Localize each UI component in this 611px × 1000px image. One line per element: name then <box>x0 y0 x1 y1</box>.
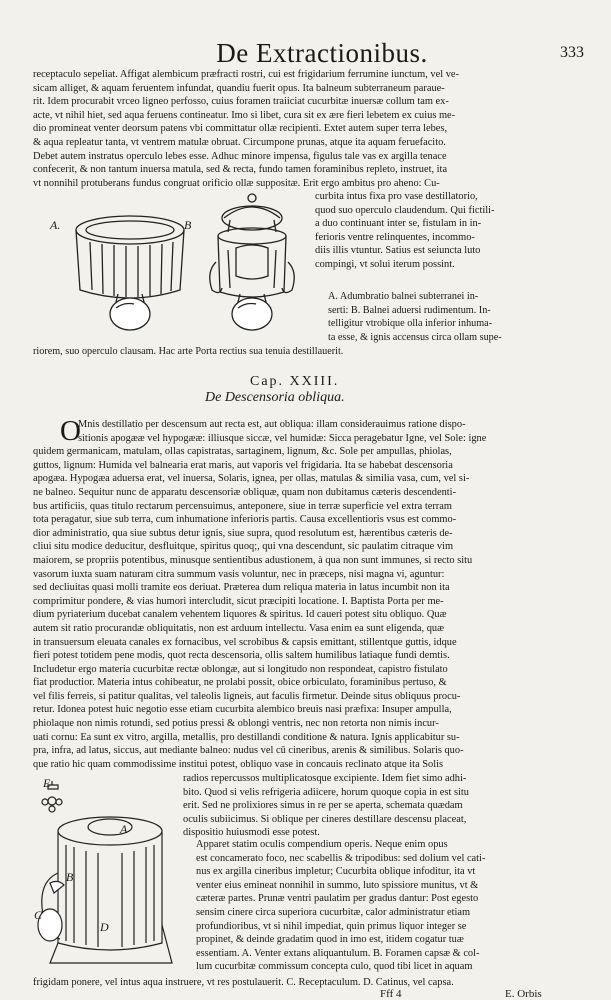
text-line: ferioris ventre relinquentes, incommo- <box>315 231 475 243</box>
text-line: cliui situ modice deducitur, desfluitque, spiritus quoq;, qui vna descendunt, sic paulatim citraque vim <box>33 541 454 553</box>
text-line: Apparet statim oculis compendium operis. Neque enim opus <box>196 839 448 850</box>
text-line: acte, vt nihil hiet, sed aqua feruens contineatur. Imo si libet, cura sit ex ære fieri lebetem ex cuius me- <box>33 109 456 121</box>
text-line: fiat productior. Materia intus cohibeatur, ne prolabi possit, obice orbiculato, foraminibus pertuso, & <box>33 677 447 689</box>
text-line: vasorum iuxta suam naturam citra summum vasis voluntur, nec in præceps, nisi magna vi, aguntur: <box>33 568 445 580</box>
text-line: dio promineat venter deorsum patens vbi committatur ollæ recipienti. Extet autem super terra lebes, <box>33 123 448 135</box>
text-line: est concamerato foco, nec scabellis & tripodibus: sed dolium vel cati- <box>196 852 486 864</box>
text-line: bus artificiis, quas titulo rectarum percensuimus, anteponere, siue in terræ superficie vel extra terram <box>33 500 452 512</box>
text-line: uati cornu: Ea sunt ex vitro, argilla, metallis, pro destillandi conditione & natura. Ignis applicabitur su- <box>33 731 460 743</box>
text-line: bito. Quod si velis refrigeria adiicere, horum quoque copia in est situ <box>183 786 469 798</box>
figure-label-d2: D <box>100 920 109 934</box>
text-line: receptaculo sepeliat. Affigat alembicum præfracti rostri, cui est frigidarium ferrumine iunctum, vel ve- <box>33 69 459 80</box>
caption-line: riorem, suo operculo clausam. Hac arte Porta rectius sua tenuia destillauerit. <box>33 346 344 357</box>
text-line: in transuersum eleuata canales ex fornacibus, vel scrobibus & capsis emittant, stillentque guttis, idque <box>33 636 457 648</box>
text-line: rit. Idem procurabit vrceo ligneo perfosso, cuius foramen traiiciat cucurbitæ inuersæ collum tam ex- <box>33 96 449 108</box>
text-line: maiorem, se propriis potentibus, minusque sentientibus adustionem, à qua non sunt immunes, si recto situ <box>33 554 473 566</box>
figure-label-e: E <box>43 776 51 790</box>
text-line: sensim cinere circa superiora cucurbitæ, calor administratur etiam <box>196 906 471 918</box>
text-line: tota peragatur, siue sub terra, cum inhumatione inferioris partis. Causa excellentioris vsus est commo- <box>33 514 457 526</box>
text-line: sed decliuitas quasi molli tramite eos deriuat. Præterea dum reliqua materia in latus incumbit non ita <box>33 582 450 594</box>
text-line: comprimitur pondere, & vias humori intercludit, sicut præcipiti locatione. I. Baptista Porta per me- <box>33 595 444 607</box>
text-line: & aqua repleatur tanta, vt ventrem matulæ obruat. Circumpone prunas, atque ita aquam feruefacito. <box>33 136 446 148</box>
figure-label-b: B <box>184 218 192 232</box>
text-line: oculis subiicimus. Si oblique per cineres destillare descensu placeat, <box>183 813 467 825</box>
text-line: venter eius emineat nonnihil in summo, luto spissiore munitus, vt & <box>196 879 479 891</box>
chapter-subtitle: De Descensoria obliqua. <box>205 390 345 405</box>
caption-line: telligitur vtrobique olla inferior inhuma- <box>328 318 493 330</box>
drop-cap: O <box>60 415 81 447</box>
text-line: fieri potest totidem pene modis, quot recta descensoria, ollis saltem humilibus latiaque fundi demtis. <box>33 650 450 662</box>
text-line: retur. Idonea potest huic negotio esse etiam cucurbita alembico breuis nasi præfixa: Insuper ampulla, <box>33 704 452 716</box>
signature-mark: Fff 4 <box>380 988 402 1000</box>
text-line: a duo continuant inter se, fistulam in in- <box>315 218 482 230</box>
catchword: E. Orbis <box>505 988 542 1000</box>
text-line: cæteræ partes. Prunæ ventri paulatim per gradus dantur: Post egesto <box>196 893 479 905</box>
text-line: lum cucurbitæ commissum concepta culo, quod tibi licet in aquam <box>196 961 473 973</box>
text-line: apogæa. Hypogæa aduersa erat, vel inuersa, Solaris, ignea, per ollas, matulas & similia vasa, cum, vel si- <box>33 473 470 485</box>
text-line: phiolaque non nimis rotundi, sed potius pressi & oblongi ventris, nec non retorta non nimis incur- <box>33 718 439 730</box>
caption-continuation <box>33 345 573 359</box>
text-line: Includetur ergo materia cucurbitæ rectæ oblongæ, aut si longitudo non respondeat, capistro fistulato <box>33 663 448 675</box>
descensoria-figure <box>30 775 180 970</box>
paragraph-radios <box>183 772 573 840</box>
figure-label-a2: A <box>120 822 128 836</box>
text-line: vel filis ferreis, si patitur qualitas, vel taleolis ligneis, aut faculis firmetur. Deinde situs obliquus procu- <box>33 690 461 702</box>
text-line: frigidam ponere, vel intus aqua instruere, vt res postulauerit. C. Receptaculum. D. Catinus, vel capsa. <box>33 977 454 988</box>
text-line: nus ex argilla cineribus impletur; Cucurbita oblique infoditur, ita vt <box>196 866 476 878</box>
text-line: ne balneo. Sequitur nunc de apparatu descensoriæ obliquæ, quam non dubitamus cæteris descendenti- <box>33 486 457 498</box>
text-line: profundioribus, vt si nihil impediat, quin primus liquor integer se <box>196 920 467 932</box>
figure-label-c2: C <box>34 908 43 922</box>
paragraph-balneum <box>33 68 573 190</box>
text-line: pra, infra, ad latus, siccus, aut mediante balneo: nudus vel cū cineribus, arenis & similibus. Solaris quo- <box>33 745 464 757</box>
text-line: dispositio huiusmodi esse potest. <box>183 827 320 839</box>
figure-label-b2: B <box>66 870 74 884</box>
text-line: diis illis vtuntur. Satius est seiuncta luto <box>315 245 481 257</box>
text-line: quod suo operculo claudendum. Qui fictili- <box>315 204 495 216</box>
text-line: confecerit, & non tantum inuersa matula, sed & recta, fundo tamen foraminibus repleto, instruet, ita <box>33 164 448 176</box>
text-line: vt nonnihil protuberans fundus congruat orificio ollæ suppositæ. Erit ergo ambitus pro aheno: Cu- <box>33 177 440 189</box>
paragraph-cucurbita <box>315 190 573 272</box>
text-line: dior administratio, qua siue subtus detur ignis, siue supra, quod resolutum est, hærentibus cæteris de- <box>33 527 453 539</box>
text-line: propinet, & deinde gradatim quod in imo est, itidem cogatur tuæ <box>196 934 464 946</box>
caption-line: A. Adumbratio balnei subterranei in- <box>328 291 479 302</box>
caption-line: ta esse, & ignis accensus circa ollam supe- <box>328 331 502 343</box>
text-line: compingi, vt solui iterum possint. <box>315 258 455 270</box>
balneum-figure <box>40 190 310 340</box>
caption-line: serti: B. Balnei aduersi rudimentum. In- <box>328 304 491 316</box>
text-line: curbita intus fixa pro vase destillatorio, <box>315 191 478 202</box>
text-line: radios repercussos multiplicatosque excipiente. Idem fiet simo adhi- <box>183 773 467 784</box>
chapter-number: Cap. XXIII. <box>250 374 340 389</box>
text-line: sicam alliget, & aquam feruentem infundat, quandiu fuerit opus. Ita balneum subterraneum paraue- <box>33 82 445 94</box>
text-line: sitionis apogææ vel hypogææ: illiusque siccæ, vel humidæ: Sicca peragebatur Igne, vel Sole: igne <box>78 432 487 444</box>
text-line: erit. Sed ne prolixiores simus in re per se aperta, schemata quædam <box>183 800 463 812</box>
running-title: De Extractionibus. <box>216 38 428 68</box>
text-line: quidem germanicam, matulam, ollas capistratas, sartaginem, lignum, &c. Sole per ampullas, phiolas, <box>33 446 452 458</box>
text-line: essentiam. A. Venter extans aliquantulum. B. Foramen capsæ & col- <box>196 947 480 959</box>
page-number: 333 <box>560 44 584 61</box>
figure-label-a: A. <box>50 218 61 232</box>
text-line: autem sit ratio procurandæ obliquitatis, non est arduum intellectu. Vasa enim ea sunt eligenda, quæ <box>33 622 445 634</box>
text-line: guttos, lignum: Humida vel balnearia erat maris, aut vaporis vel frigidaria. Ita se habebat descensoria <box>33 459 453 471</box>
paragraph-final <box>33 976 573 990</box>
text-line: Mnis destillatio per descensum aut recta est, aut obliqua: illam considerauimus ratione dispo- <box>78 419 466 430</box>
text-line: que ratio hic quam commodissime institui potest, obliquo vase in concauis reclinato atque ita Solis <box>33 758 444 770</box>
text-line: Debet autem instratus operculo lebes esse. Adhuc minore impensa, figulus tale vas ex argilla tenace <box>33 150 447 162</box>
paragraph-descensoria <box>33 415 573 771</box>
figure-caption <box>328 290 573 344</box>
paragraph-apparet <box>196 838 573 974</box>
text-line: dium pyriaterium ducebat canalem vehentem liquores & spiritus. Id caueri potest situ obliquo. Quæ <box>33 609 447 621</box>
